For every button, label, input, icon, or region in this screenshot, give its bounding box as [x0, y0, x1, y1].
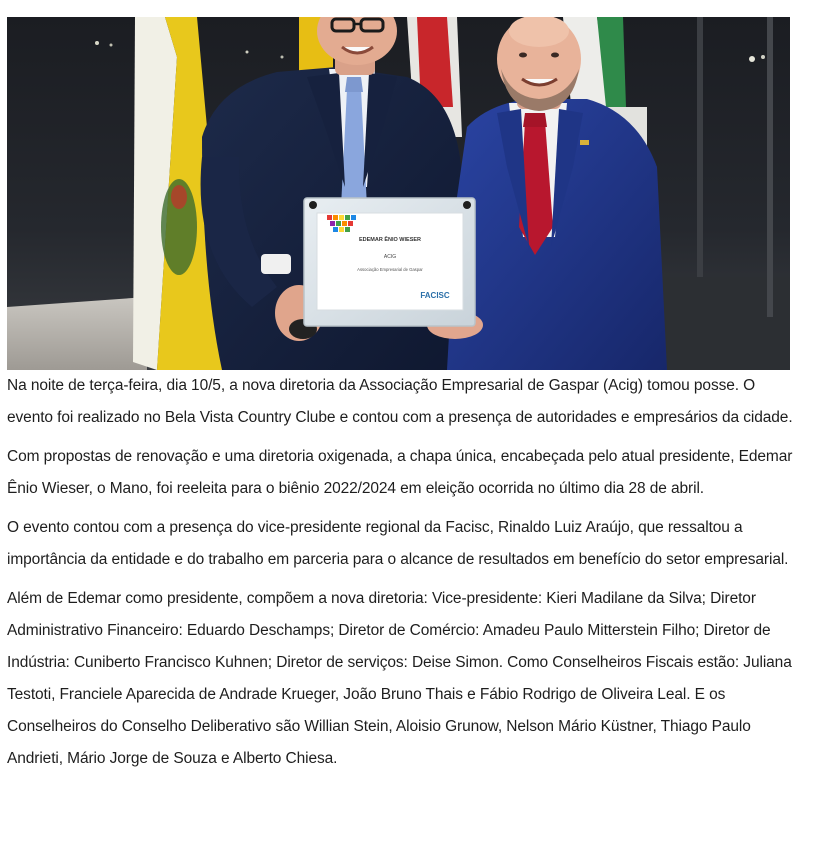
event-photo	[7, 17, 790, 370]
plaque-logo: FACISC	[420, 291, 450, 300]
paragraph-3: O evento contou com a presença do vice-presidente regional da Facisc, Rinaldo Luiz Araújo, que ressaltou a importância da entidade e do trabalho em parceria para o alcance de resultados em benefício do setor empresarial.	[7, 519, 789, 568]
paragraph-2: Com propostas de renovação e uma diretoria oxigenada, a chapa única, encabeçada pelo atual presidente, Edemar Ênio Wieser, o Mano, foi reeleita para o biênio 2022/2024 em eleição ocorrida no último dia 28 de abril.	[7, 448, 793, 497]
plaque-name: EDEMAR ÊNIO WIESER	[358, 237, 422, 243]
photo-illustration	[7, 17, 790, 370]
award-plaque	[304, 198, 475, 326]
plaque-org-short: ACIG	[383, 254, 397, 260]
paragraph-4: Além de Edemar como presidente, compõem a nova diretoria: Vice-presidente: Kieri Madilane da Silva; Diretor Administrativo Financeiro: Eduardo Deschamps; Diretor de Comércio: Amadeu Paulo Mitterstein Filho; Diretor de Indústria: Cuniberto Francisco Kuhnen; Diretor de serviços: Deise Simon. Como Conselheiros Fiscais estão: Juliana Testoti, Franciele Aparecida de Andrade Krueger, João Bruno Thais e Fábio Rodrigo de Oliveira Leal. E os Conselheiros do Conselho Deliberativo são Willian Stein, Aloisio Grunow, Nelson Mário Küstner, Thiago Paulo Andrieti, Mário Jorge de Souza e Alberto Chiesa.	[7, 590, 792, 767]
article	[7, 17, 797, 775]
paragraph-1: Na noite de terça-feira, dia 10/5, a nova diretoria da Associação Empresarial de Gaspar (Acig) tomou posse. O evento foi realizado no Bela Vista Country Clube e contou com a presença de autoridades e empresários da cidade.	[7, 377, 793, 426]
article-body	[7, 370, 797, 775]
plaque-org: Associação Empresarial de Gaspar	[357, 267, 423, 272]
